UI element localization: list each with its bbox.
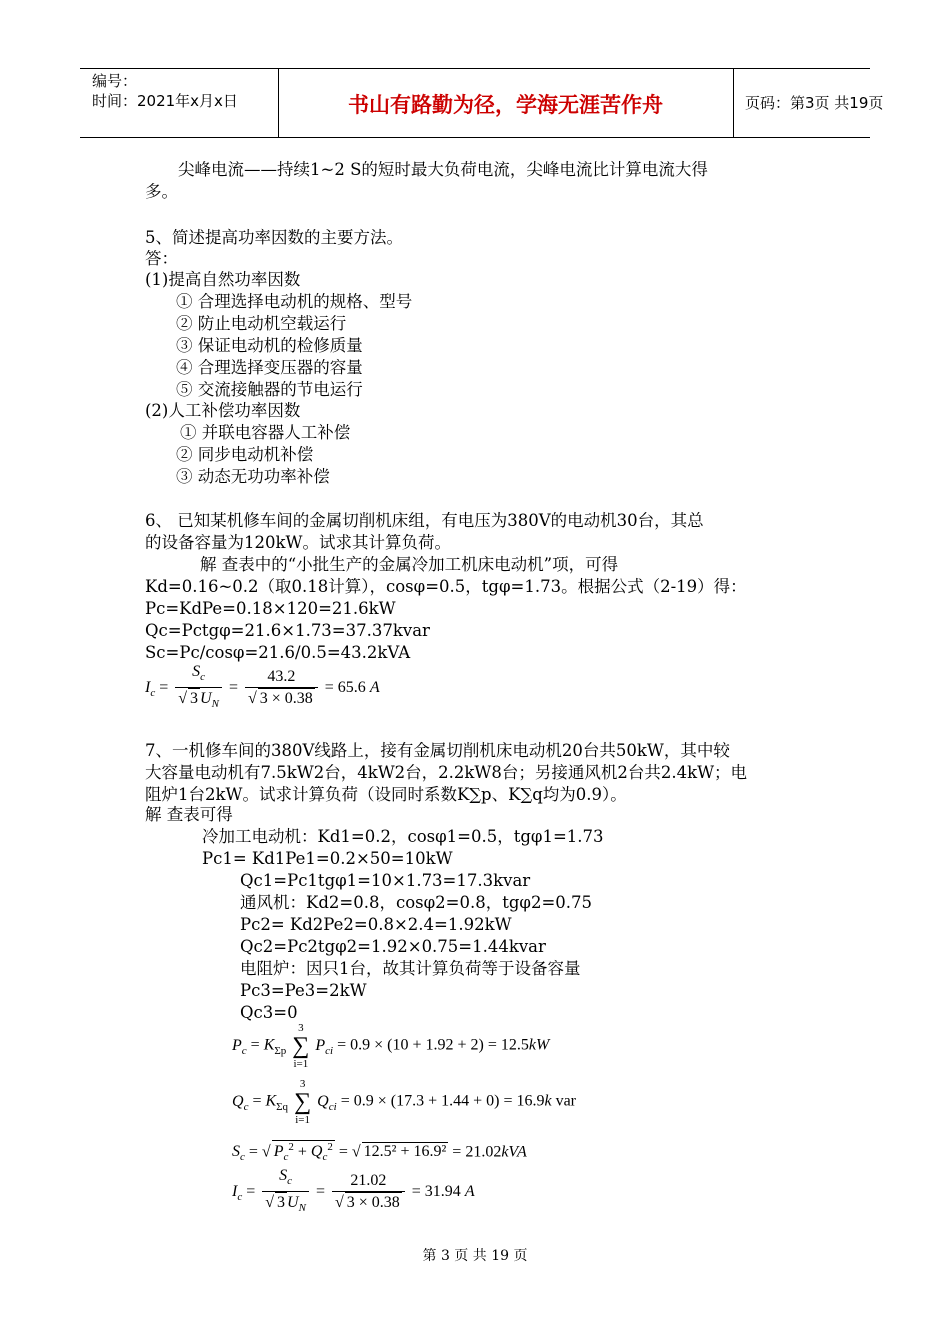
q7-pc3-equation: Pc3=Pe3=2kW: [240, 981, 367, 1000]
q5-part-2-heading: (2)人工补偿功率因数: [145, 401, 301, 420]
q6-pc-equation: Pc=KdPe=0.18×120=21.6kW: [145, 599, 396, 618]
q7-pc1-equation: Pc1= Kd1Pe1=0.2×50=10kW: [202, 849, 453, 868]
q5-part1-item: ⑤ 交流接触器的节电运行: [176, 380, 363, 399]
q7-pc2-equation: Pc2= Kd2Pe2=0.8×2.4=1.92kW: [240, 915, 512, 934]
q7-qc-sum-upper: 3: [299, 1078, 306, 1090]
peak-current-line-2: 多。: [145, 182, 178, 201]
q7-pc-sum-lower: i=1: [293, 1058, 309, 1070]
q5-part2-item: ② 同步电动机补偿: [176, 445, 314, 464]
question-6-line-2: 的设备容量为120kW。试求其计算负荷。: [145, 533, 451, 552]
question-5-title: 5、简述提高功率因数的主要方法。: [145, 228, 403, 247]
header-motto-cell: [278, 69, 734, 137]
q7-ic-unit: A: [464, 1182, 475, 1200]
q7-pc-sum-result: = 0.9 × (10 + 1.92 + 2) = 12.5: [337, 1036, 529, 1054]
q7-furnace-note: 电阻炉：因只1台，故其计算负荷等于设备容量: [240, 959, 581, 978]
q7-qc1-equation: Qc1=Pc1tgφ1=10×1.73=17.3kvar: [240, 871, 531, 890]
header-page-cell: [733, 69, 884, 137]
q7-cold-motor-params: 冷加工电动机：Kd1=0.2，cosφ1=0.5，tgφ1=1.73: [202, 827, 604, 846]
q7-qc3-equation: Qc3=0: [240, 1003, 298, 1022]
q6-solution-line-1: 解 查表中的“小批生产的金属冷加工机床电动机”项，可得: [200, 555, 619, 574]
q5-part1-item: ② 防止电动机空载运行: [176, 314, 347, 333]
page-number-label: 页码：第3页 共19页: [745, 94, 884, 112]
question-7-line-2: 大容量电动机有7.5kW2台，4kW2台，2.2kW8台；另接通风机2台共2.4kW；电: [145, 763, 748, 782]
q7-sc-unit: kVA: [501, 1143, 527, 1161]
q6-ic-result: = 65.6: [324, 678, 366, 696]
date-label: 时间：2021年x月x日: [92, 92, 238, 110]
q7-fan-params: 通风机：Kd2=0.8，cosφ2=0.8，tgφ2=0.75: [240, 893, 593, 912]
q7-pc-sum-unit: kW: [528, 1036, 550, 1054]
q5-part2-item: ① 并联电容器人工补偿: [180, 423, 351, 442]
q7-qc-sum-result: = 0.9 × (17.3 + 1.44 + 0) = 16.9: [340, 1092, 545, 1110]
q7-ic-result: = 31.94: [411, 1182, 461, 1200]
question-7-line-3: 阻炉1台2kW。试求计算负荷（设同时系数K∑p、K∑q均为0.9）。: [145, 785, 627, 804]
q7-qc-sum-formula: $Q_c = K_{\Sigma q}$ 3 ∑ i=1 $Q_{ci} = 0.9 \times (17.3 + 1.44 + 0) = 16.9k$ var: [232, 1078, 577, 1126]
q7-qc2-equation: Qc2=Pc2tgφ2=1.92×0.75=1.44kvar: [240, 937, 546, 956]
q7-solution-label: 解 查表可得: [145, 805, 233, 824]
q7-pc-sum-upper: 3: [298, 1022, 304, 1034]
q7-sc-result: = 21.02: [452, 1143, 502, 1161]
q6-ic-unit: A: [369, 678, 380, 696]
q7-qc-sum-unit: k: [544, 1092, 552, 1110]
q6-ic-denominator: 3 × 0.38: [259, 690, 313, 708]
peak-current-line-1: 尖峰电流——持续1~2 S的短时最大负荷电流，尖峰电流比计算电流大得: [178, 160, 708, 179]
question-6-line-1: 6、 已知某机修车间的金属切削机床组，有电压为380V的电动机30台，其总: [145, 511, 704, 530]
q7-ic-numerator: 21.02: [332, 1171, 405, 1192]
q6-ic-formula: $I_c$ = $\frac{S_c}{√ 3 U_N}$ = $\frac{43.2}{√ 3 \times 0.38}$ = 65.6 A: [145, 663, 380, 711]
q5-part-1-heading: (1)提高自然功率因数: [145, 270, 301, 289]
header-info-cell: [80, 69, 279, 137]
q6-sc-equation: Sc=Pc/cosφ=21.6/0.5=43.2kVA: [145, 643, 411, 662]
q7-ic-formula: $I_c$ = $\frac{S_c}{√ 3 U_N}$ = $\frac{21.02}{√ 3 \times 0.38}$ = 31.94 A: [232, 1167, 475, 1215]
q7-qc-sum-unit-var: var: [551, 1092, 577, 1110]
q5-part1-item: ④ 合理选择变压器的容量: [176, 358, 363, 377]
motto-text: 书山有路勤为径，学海无涯苦作舟: [348, 93, 663, 117]
q7-ic-denominator: 3 × 0.38: [346, 1194, 400, 1212]
q6-ic-numerator: 43.2: [245, 667, 318, 688]
q7-sc-radicand: 12.5² + 16.9²: [363, 1143, 447, 1161]
q6-solution-line-2: Kd=0.16~0.2（取0.18计算），cosφ=0.5，tgφ=1.73。根据公式（2-19）得：: [145, 577, 747, 596]
q6-qc-equation: Qc=Pctgφ=21.6×1.73=37.37kvar: [145, 621, 430, 640]
q5-part1-item: ③ 保证电动机的检修质量: [176, 336, 363, 355]
q5-part1-item: ① 合理选择电动机的规格、型号: [176, 292, 413, 311]
q7-sc-formula: $S_c$ = √ $P_c^2 + Q_c^2$ = √ 12.5² + 16.9² = 21.02kVA: [232, 1141, 527, 1164]
page-header: [80, 68, 884, 138]
question-5-answer-label: 答：: [145, 249, 178, 268]
serial-number-label: 编号：: [92, 72, 138, 90]
q7-pc-sum-formula: $P_c = K_{\Sigma p}$ 3 ∑ i=1 $P_{ci} = 0.9 \times (10 + 1.92 + 2) = 12.5kW$: [232, 1022, 550, 1070]
q5-part2-item: ③ 动态无功功率补偿: [176, 467, 330, 486]
question-7-line-1: 7、一机修车间的380V线路上，接有金属切削机床电动机20台共50kW，其中较: [145, 741, 730, 760]
page-footer: 第 3 页 共 19 页: [422, 1248, 528, 1264]
q7-qc-sum-lower: i=1: [295, 1114, 310, 1126]
